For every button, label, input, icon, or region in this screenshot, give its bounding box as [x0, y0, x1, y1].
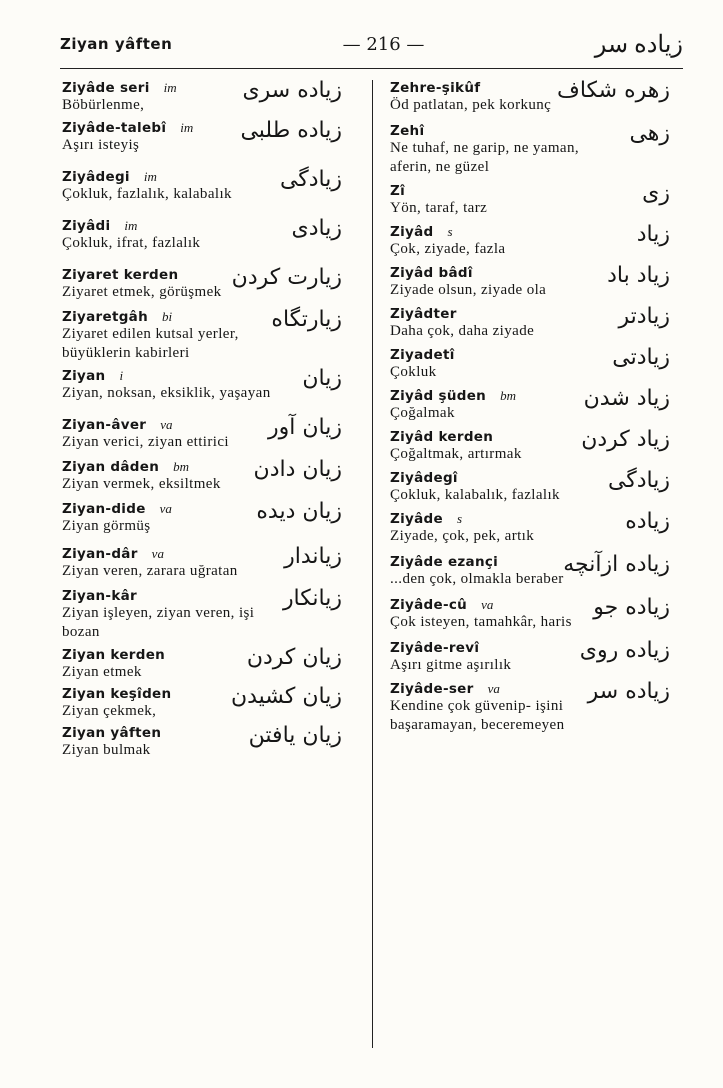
dictionary-entry [62, 647, 342, 682]
dictionary-entry [62, 459, 342, 494]
page-number: — 216 — [342, 33, 425, 55]
entry-grammar-tag: va [160, 417, 173, 432]
dictionary-entry [62, 546, 342, 581]
entry-persian-script: زياد باد [607, 263, 670, 288]
entry-persian-script: زيان دادن [253, 457, 342, 482]
entry-persian-script: زيان آور [268, 415, 342, 440]
entry-head-line [62, 684, 342, 709]
entry-definition: Ziyade olsun, ziyade ola [390, 282, 547, 298]
entry-headword: Ziyâde seri [62, 80, 150, 96]
entry-definition: Ziyaret etmek, görüşmek [62, 284, 222, 300]
entry-headword: Ziyadetî [390, 347, 455, 363]
entry-persian-script: زيادگى [607, 468, 670, 493]
entry-grammar-tag: i [119, 368, 124, 383]
entry-grammar-tag: bi [161, 309, 173, 324]
entry-headword: Ziyan [62, 368, 106, 384]
entry-head-line [390, 222, 670, 247]
column-divider [372, 80, 373, 1048]
entry-headword: Ziyan-âver [62, 417, 147, 433]
entry-head-line [62, 118, 342, 143]
dictionary-entry [390, 554, 670, 589]
entry-grammar-tag: im [163, 80, 177, 95]
running-head-left: Ziyan yâften [60, 35, 173, 53]
entry-headword: Ziyâd bâdî [390, 265, 473, 281]
entry-persian-script: زيانكار [282, 586, 342, 611]
entry-headword: Ziyâdi [62, 218, 111, 234]
entry-definition: ...den çok, olmakla beraber [390, 571, 564, 587]
entry-head-line [62, 265, 342, 290]
entry-headword: Ziyâdegî [390, 470, 458, 486]
entry-headword: Ziyâdegi [62, 169, 130, 185]
entry-head-line [62, 366, 342, 391]
dictionary-entry [390, 265, 670, 300]
entry-head-line [390, 386, 670, 411]
left-column [62, 80, 342, 1048]
entry-head-line [390, 552, 670, 577]
entry-head-line [390, 468, 670, 493]
entry-head-line [62, 415, 342, 440]
entry-grammar-tag: im [143, 169, 157, 184]
entry-persian-script: زيارت كردن [231, 265, 342, 290]
dictionary-entry [62, 725, 342, 760]
entry-headword: Ziyan kerden [62, 647, 166, 663]
dictionary-entry [390, 429, 670, 464]
dictionary-entry [62, 80, 342, 115]
dictionary-entry [390, 306, 670, 341]
page-header [60, 24, 683, 64]
entry-headword: Ziyâd şüden [390, 388, 487, 404]
entry-head-line [62, 167, 342, 192]
entry-definition: Ziyan verici, ziyan ettirici [62, 434, 229, 450]
entry-headword: Ziyâd kerden [390, 429, 494, 445]
entry-head-line [390, 427, 670, 452]
entry-definition: Ziyan etmek [62, 664, 142, 680]
entry-headword: Ziyâde-cû [390, 597, 468, 613]
dictionary-entry [390, 470, 670, 505]
dictionary-entry [390, 388, 670, 423]
entry-persian-script: زياد كردن [581, 427, 670, 452]
entry-grammar-tag: s [447, 224, 453, 239]
entry-grammar-tag: va [151, 546, 164, 561]
entry-definition: Çokluk, ifrat, fazlalık [62, 235, 201, 251]
entry-headword: Ziyaret kerden [62, 267, 179, 283]
running-head-right: زياده سر [594, 31, 683, 58]
entry-headword: Zehî [390, 123, 425, 139]
entry-head-line [390, 263, 670, 288]
entry-persian-script: زيان كردن [246, 645, 342, 670]
entry-definition: Ziyan veren, zarara uğratan [62, 563, 238, 579]
entry-headword: Zehre-şikûf [390, 80, 481, 96]
entry-definition: Ziyan işleyen, ziyan veren, işi bozan [62, 605, 255, 640]
entry-head-line [62, 78, 342, 103]
entry-head-line [62, 499, 342, 524]
entry-persian-script: زياندار [284, 544, 342, 569]
entry-persian-script: زياد شدن [583, 386, 670, 411]
entry-grammar-tag: va [481, 597, 494, 612]
entry-headword: Ziyâde-revî [390, 640, 480, 656]
entry-definition: Ziyan görmüş [62, 518, 151, 534]
entry-headword: Ziyan yâften [62, 725, 162, 741]
dictionary-entry [62, 120, 342, 155]
entry-persian-script: زياده طلبى [240, 118, 342, 143]
entry-persian-script: زيان يافتن [248, 723, 342, 748]
entry-headword: Ziyâde [390, 511, 443, 527]
entry-definition: Yön, taraf, tarz [390, 200, 488, 216]
entry-persian-script: زيادگى [279, 167, 342, 192]
entry-grammar-tag: im [124, 218, 138, 233]
entry-persian-script: زياده ازآنچه [563, 552, 670, 577]
entry-persian-script: زيارتگاه [271, 307, 342, 332]
entry-definition: Böbürlenme, [62, 97, 145, 113]
dictionary-entry [390, 681, 670, 735]
entry-definition: Öd patlatan, pek korkunç [390, 97, 552, 113]
entry-head-line [390, 78, 670, 103]
dictionary-entry [390, 123, 670, 177]
entry-definition: Ziyan vermek, eksiltmek [62, 476, 221, 492]
entry-definition: Ne tuhaf, ne garip, ne yaman, aferin, ne güzel [390, 140, 580, 175]
dictionary-entry [62, 218, 342, 253]
entry-definition: Çoğalmak [390, 405, 455, 421]
entry-head-line [390, 181, 670, 206]
entry-definition: Aşırı isteyiş [62, 137, 140, 153]
dictionary-entry [62, 169, 342, 204]
entry-persian-script: زيادى [291, 216, 342, 241]
entry-head-line [390, 304, 670, 329]
entry-persian-script: زياده سرى [242, 78, 342, 103]
entry-definition: Ziyade, çok, pek, artık [390, 528, 535, 544]
entry-definition: Ziyaret edilen kutsal yerler, büyüklerin kabirleri [62, 326, 239, 361]
dictionary-entry [390, 597, 670, 632]
entry-grammar-tag: s [456, 511, 463, 526]
entry-definition: Çokluk, fazlalık, kalabalık [62, 186, 232, 202]
entry-definition: Daha çok, daha ziyade [390, 323, 535, 339]
dictionary-entry [62, 417, 342, 452]
entry-definition: Ziyan çekmek, [62, 703, 157, 719]
entry-persian-script: زياده [625, 509, 670, 534]
entry-head-line [62, 216, 342, 241]
right-column [390, 80, 670, 1048]
dictionary-entry [390, 640, 670, 675]
entry-grammar-tag: va [159, 501, 172, 516]
entry-head-line [62, 586, 342, 611]
entry-head-line [390, 595, 670, 620]
entry-definition: Aşırı gitme aşırılık [390, 657, 512, 673]
entry-head-line [390, 121, 670, 146]
entry-persian-script: زيادتى [612, 345, 670, 370]
entry-persian-script: زيان كشيدن [230, 684, 342, 709]
entry-head-line [390, 638, 670, 663]
dictionary-entry [390, 224, 670, 259]
entry-headword: Ziyâde-talebî [62, 120, 167, 136]
entry-headword: Ziyan-dide [62, 501, 146, 517]
entry-definition: Ziyan bulmak [62, 742, 151, 758]
entry-head-line [62, 307, 342, 332]
entry-persian-script: زهره شكاف [557, 78, 670, 103]
entry-persian-script: زهى [629, 121, 670, 146]
entry-head-line [390, 345, 670, 370]
dictionary-entry [390, 347, 670, 382]
entry-definition: Ziyan, noksan, eksiklik, yaşayan [62, 385, 271, 401]
entry-persian-script: زياده جو [593, 595, 670, 620]
entry-persian-script: زياد [636, 222, 670, 247]
dictionary-entry [62, 501, 342, 536]
entry-grammar-tag: im [180, 120, 194, 135]
entry-headword: Ziyâde ezançi [390, 554, 499, 570]
entry-head-line [62, 544, 342, 569]
dictionary-entry [390, 511, 670, 546]
entry-grammar-tag: va [487, 681, 500, 696]
entry-persian-script: زيادتر [618, 304, 670, 329]
entry-headword: Ziyan dâden [62, 459, 160, 475]
entry-persian-script: زياده روى [579, 638, 670, 663]
entry-headword: Ziyan-kâr [62, 588, 137, 604]
entry-head-line [62, 723, 342, 748]
entry-head-line [390, 509, 670, 534]
entry-head-line [62, 457, 342, 482]
entry-headword: Ziyaretgâh [62, 309, 148, 325]
entry-head-line [62, 645, 342, 670]
entry-definition: Çok, ziyade, fazla [390, 241, 506, 257]
entry-headword: Ziyâde-ser [390, 681, 474, 697]
entry-persian-script: زيان [302, 366, 342, 391]
entry-definition: Çoğaltmak, artırmak [390, 446, 522, 462]
dictionary-entry [390, 183, 670, 218]
entry-head-line [390, 679, 670, 704]
header-rule [60, 68, 683, 69]
entry-headword: Ziyan keşîden [62, 686, 172, 702]
dictionary-entry [62, 368, 342, 403]
entry-grammar-tag: bm [173, 459, 190, 474]
entry-persian-script: زى [642, 181, 670, 206]
entry-definition: Çokluk [390, 364, 437, 380]
entry-definition: Çok isteyen, tamahkâr, haris [390, 614, 572, 630]
dictionary-entry [62, 267, 342, 302]
entry-headword: Ziyan-dâr [62, 546, 138, 562]
dictionary-entry [62, 588, 342, 642]
dictionary-entry [62, 309, 342, 363]
entry-persian-script: زيان ديده [256, 499, 342, 524]
entry-headword: Ziyâdter [390, 306, 457, 322]
dictionary-entry [62, 686, 342, 721]
entry-definition: Çokluk, kalabalık, fazlalık [390, 487, 560, 503]
entry-definition: Kendine çok güvenip- işini başaramayan, beceremeyen [390, 698, 565, 733]
dictionary-entry [390, 80, 670, 115]
entry-grammar-tag: bm [500, 388, 516, 403]
entry-persian-script: زياده سر [587, 679, 670, 704]
entry-headword: Zî [390, 183, 406, 199]
entry-headword: Ziyâd [390, 224, 434, 240]
